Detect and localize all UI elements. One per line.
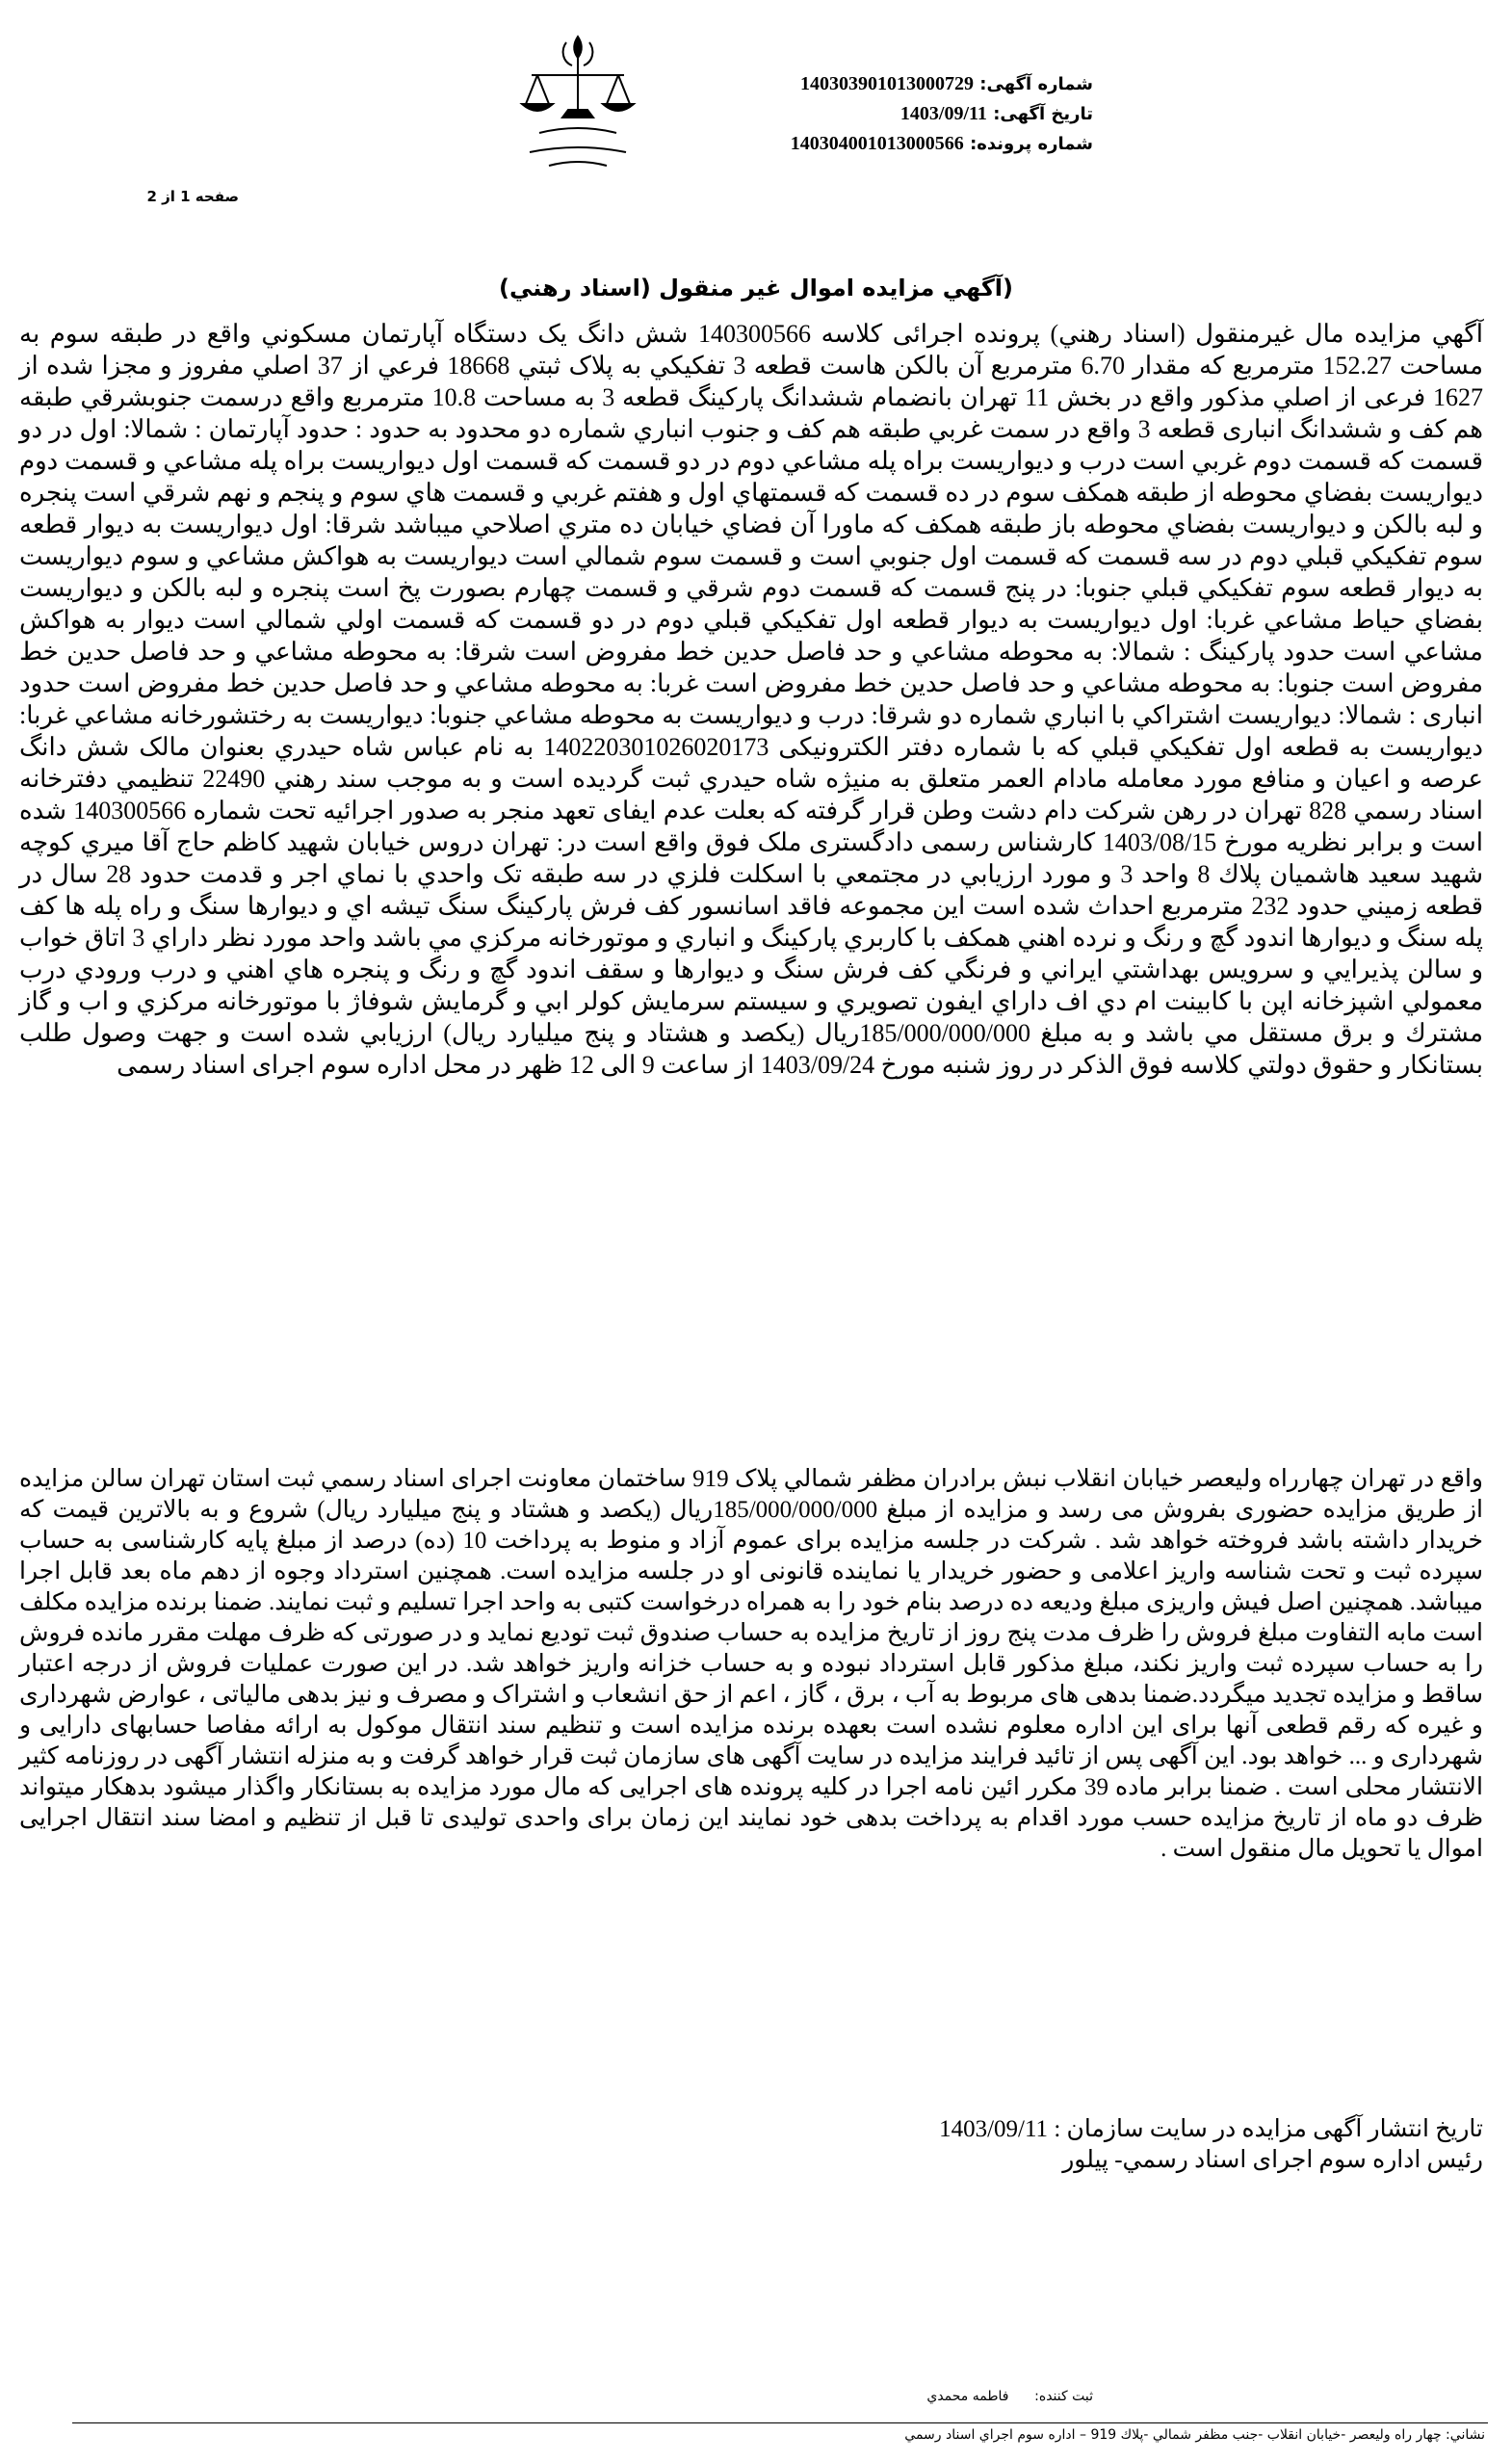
registrar-name: فاطمه محمدي	[926, 2389, 1009, 2404]
file-number-row	[689, 129, 1093, 159]
file-number-label: شماره پرونده:	[970, 134, 1093, 154]
ad-number: 140303901013000729	[800, 73, 974, 94]
ad-date-row	[689, 99, 1093, 129]
ad-number-label: شماره آگهی:	[979, 74, 1093, 94]
ad-date-label: تاریخ آگهی:	[993, 104, 1093, 124]
publish-date-line: تاريخ انتشار آگهی مزايده در سايت سازمان : 1403/09/11	[939, 2116, 1483, 2142]
footer-divider	[72, 2422, 1488, 2423]
page-number: صفحه 1 از 2	[146, 188, 239, 205]
registrar-label: ثبت کننده:	[1034, 2389, 1093, 2404]
judiciary-emblem	[482, 29, 674, 183]
ad-meta	[689, 69, 1093, 159]
signature-line: رئيس اداره سوم اجرای اسناد رسمي- پيلور	[1062, 2147, 1483, 2173]
body-paragraph-1: آگهي مزايده مال غيرمنقول (اسناد رهني) پرونده اجرائی کلاسه 140300566 شش دانگ یک دستگاه آپارتمان مسکوني واقع در طبقه سوم به مساحت 152.27 مترمربع که مقدار 6.70 مترمربع آن بالكن هاست قطعه 3 تفکيکي به پلاک ثبتي 18668 فرعي از 37 اصلي مفروز و مجزا شده از 1627 فرعی از اصلي مذكور واقع در بخش 11 تهران بانضمام ششدانگ پارکینگ قطعه 3 به مساحت 10.8 مترمربع واقع درسمت جنوبشرقي طبقه هم کف و ششدانگ انباری قطعه 3 واقع در سمت غربي طبقه هم کف و جنوب انباري شماره دو محدود به حدود : حدود آپارتمان : شمالا: اول در دو قسمت که قسمت دوم غربي است درب و ديواريست براه پله مشاعي دوم در دو قسمت که قسمت اول ديواريست براه پله مشاعي و قسمت دوم ديواريست بفضاي محوطه از طبقه همکف سوم در ده قسمت که قسمتهاي اول و هفتم غربي و قسمت هاي سوم و پنجم و نهم شرقي است پنجره و لبه بالكن و ديواريست بفضاي محوطه باز طبقه همکف كه ماورا آن فضاي خيابان ده متري اصلاحي ميباشد شرقا: اول ديواريست به ديوار قطعه سوم تفکيکي قبلي دوم در سه قسمت که قسمت اول جنوبي است و قسمت سوم شمالي است ديواريست به هواكش مشاعي و سوم ديواريست به ديوار قطعه سوم تفکيکي قبلي جنوبا: در پنج قسمت که قسمت دوم شرقي و قسمت چهارم بصورت پخ است پنجره و لبه بالكن و ديواريست بفضاي حياط مشاعي غربا: اول ديواريست به ديوار قطعه اول تفکيکي قبلي دوم در دو قسمت كه قسمت اولي شمالي است ديوار به هواكش مشاعي است حدود پارکينگ : شمالا: به محوطه مشاعي و حد فاصل حدين خط مفروض است شرقا: به محوطه مشاعي و حد فاصل حدين خط مفروض است جنوبا: به محوطه مشاعي و حد فاصل حدين خط مفروض است غربا: به محوطه مشاعي و حد فاصل حدين خط مفروض است حدود انباری : شمالا: ديواريست اشتراكي با انباري شماره دو شرقا: درب و ديواريست به محوطه مشاعي جنوبا: ديواريست به رختشورخانه مشاعي غربا: ديواريست به قطعه اول تفکيکي قبلي که با شماره دفتر الکترونیکی 140220301026020173 به نام عباس شاه حيدري بعنوان مالک شش دانگ عرصه و اعيان و منافع مورد معامله مادام العمر متعلق به منيژه شاه حيدري ثبت گرديده است و به موجب سند رهني 22490 تنظيمي دفترخانه اسناد رسمي 828 تهران در رهن شرکت دام دشت وطن قرار گرفته که بعلت عدم ايفای تعهد منجر به صدور اجرائيه تحت شماره 140300566 شده است و برابر نظريه مورخ 1403/08/15 کارشناس رسمی دادگستری ملک فوق واقع است در: تهران دروس خيابان شهيد كاظم حاج آقا ميري كوچه شهيد سعيد هاشميان پلاك 8 واحد 3 و مورد ارزيابي در مجتمعي با اسكلت فلزي در سه طبقه تک واحدي با نماي اجر و قدمت حدود 28 سال در قطعه زميني حدود 232 مترمربع احداث شده است اين مجموعه فاقد اسانسور كف فرش پاركينگ سنگ تيشه اي و ديوارها سنگ و راه پله ها كف پله سنگ و ديوارها اندود گچ و رنگ و نرده اهني همكف با كاربري پاركينگ و انباري و موتورخانه مركزي مي باشد واحد مورد نظر داراي 3 اتاق خواب و سالن پذيرايي و سرويس بهداشتي ايراني و فرنگي كف فرش سنگ و ديوارها و سقف اندود گچ و رنگ و پنجره هاي اهني و درب ورودي درب معمولي اشپزخانه اپن با كابينت ام دي اف داراي ايفون تصويري و سيستم سرمايش كولر ابي و گرمايش شوفاژ با موتورخانه مركزي و اب و گاز مشترك و برق مستقل مي باشد و به مبلغ 185/000/000/000ريال (يكصد و هشتاد و پنج ميليارد ريال) ارزيابي شده است و جهت وصول طلب بستانكار و حقوق دولتي كلاسه فوق الذكر در روز شنبه مورخ 1403/09/24 از ساعت 9 الی 12 ظهر در محل اداره سوم اجرای اسناد رسمی	[19, 320, 1484, 1079]
body-paragraph-2: واقع در تهران چهارراه وليعصر خيابان انقلاب نبش برادران مظفر شمالي پلاک 919 ساختمان معاونت اجرای اسناد رسمي ثبت استان تهران سالن مزايده از طريق مزايده حضوری بفروش می رسد و مزايده از مبلغ 185/000/000/000ريال (يكصد و هشتاد و پنج ميليارد ريال) شروع و به بالاترين قيمت که خريدار داشته باشد فروخته خواهد شد . شرکت در جلسه مزايده برای عموم آزاد و منوط به پرداخت 10 (ده) درصد از مبلغ پايه کارشناسی به حساب سپرده ثبت و تحت شناسه واريز اعلامی و حضور خريدار يا نماينده قانونی او در جلسه مزايده است. همچنين استرداد وجوه از دهم ماه بعد قابل اجرا ميباشد. همچنين اصل فيش واريزی مبلغ وديعه ده درصد بنام خود را به همراه درخواست کتبی به واحد اجرا تسليم و ثبت نمايند. ضمنا برنده مزايده مکلف است مابه التفاوت مبلغ فروش را ظرف مدت پنج روز از تاريخ مزايده به حساب صندوق ثبت توديع نمايد و در صورتی که ظرف مهلت مقرر مانده فروش را به حساب سپرده ثبت واريز نکند، مبلغ مذکور قابل استرداد نبوده و به حساب خزانه واريز خواهد شد. در اين صورت عمليات فروش از درجه اعتبار ساقط و مزايده تجديد ميگردد.ضمنا بدهی های مربوط به آب ، برق ، گاز ، اعم از حق انشعاب و اشتراک و مصرف و نيز بدهی مالياتی ، عوارض شهرداری و غيره که رقم قطعی آنها برای اين اداره معلوم نشده است بعهده برنده مزايده است و تنظيم سند انتقال موکول به ارائه مفاصا حسابهای دارايی و شهرداری و ... خواهد بود. اين آگهی پس از تائيد فرايند مزايده در سايت آگهی های سازمان ثبت قرار خواهد گرفت و به منزله انتشار آگهی در روزنامه کثير الانتشار محلی است . ضمنا برابر ماده 39 مکرر ائين نامه اجرا در کليه پرونده های اجرايی که مال مورد مزايده به بستانکار واگذار ميشود بدهکار ميتواند ظرف دو ماه از تاريخ مزايده حسب مورد اقدام به پرداخت بدهی خود نمايند اين زمان برای واحدی توليدی تا قبل از تنظيم و امضا سند انتقال اجرايی اموال يا تحويل مال منقول است .	[19, 1466, 1484, 1862]
page-title: (آگهي مزايده اموال غير منقول (اسناد رهني)	[499, 275, 1013, 301]
ad-number-row	[689, 69, 1093, 99]
closing-block	[578, 2114, 1483, 2176]
file-number: 140304001013000566	[790, 133, 964, 154]
registrar	[708, 2389, 1093, 2404]
footer-address: نشاني: چهار راه وليعصر -خيابان انقلاب -جنب مظفر شمالي -پلاك 919 – اداره سوم اجراي اسناد رسمي	[904, 2427, 1485, 2443]
ad-date: 1403/09/11	[899, 103, 987, 124]
